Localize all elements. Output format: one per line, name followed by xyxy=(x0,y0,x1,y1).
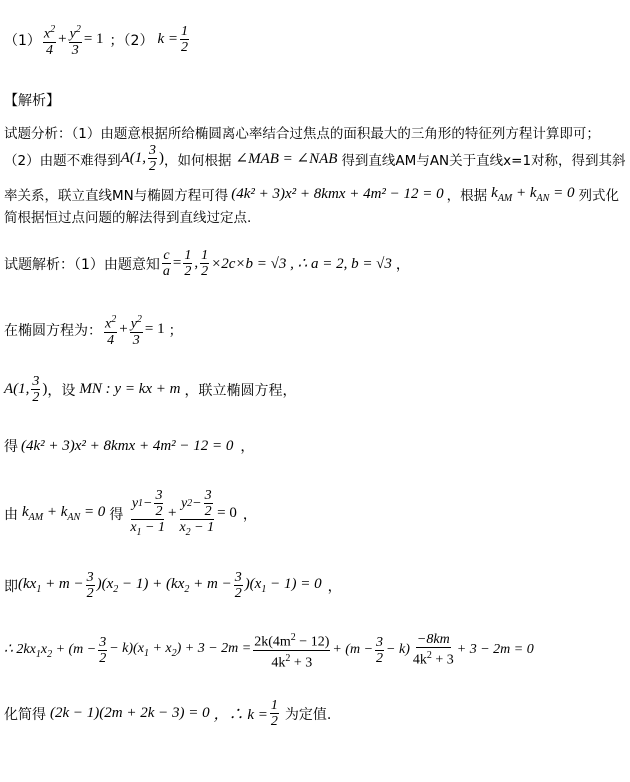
solution-step6-end: ， xyxy=(327,578,342,595)
fraction-denominator: 2 xyxy=(149,159,157,174)
solution-step5: 由 $k_{AM} + k_{AN} = 0$ 得 y 1 − $\frac{3}{2}$ $x_1 - 1$ + y 2 − $\frac{3}{2}$ $x_2 - 1$ = 0 ， xyxy=(4,488,257,538)
angle-equation: ∠MAB = ∠NAB xyxy=(235,151,338,167)
fraction-numerator: 1 xyxy=(201,248,209,263)
analysis-line3 xyxy=(4,184,619,204)
solution-step8 xyxy=(4,698,331,729)
solution-step1-end: ， xyxy=(395,256,410,273)
answer-eq2-fraction xyxy=(180,24,189,55)
answer-separator: ；（2） xyxy=(109,32,154,49)
y-squared-over-3: $\frac{y^2}{3}$ xyxy=(69,24,81,58)
solution-step1-label: 试题解析：（1）由题意知 xyxy=(4,256,160,273)
solution-step4 xyxy=(4,436,254,456)
solution-step6-label: 即 xyxy=(4,578,18,595)
solution-step2-end: ； xyxy=(168,322,183,339)
fraction-denominator: 2 xyxy=(181,40,188,56)
slope-sum-equation: $k_{AM} + k_{AN} = 0$ xyxy=(22,504,106,524)
analysis-line3-text-b: ，根据 xyxy=(446,188,488,204)
solution-step4-label: 得 xyxy=(4,439,18,455)
fraction-numerator: 3 xyxy=(149,143,157,158)
analysis-line2-text-b: ，如何根据 xyxy=(164,152,232,169)
analysis-line1: 试题分析：（1）由题意根据所给椭圆离心率结合过焦点的面积最大的三角形的特征列方程计算即可； xyxy=(4,126,600,142)
solution-step3-text-b: ，联立椭圆方程， xyxy=(184,382,297,399)
line-mn-equation: MN : y = kx + m xyxy=(79,381,181,397)
solution-step2-label: 在椭圆方程为： xyxy=(4,322,102,339)
solution-step5-end: ， xyxy=(242,506,257,523)
analysis-heading: 【解析】 xyxy=(4,93,60,109)
solution-step1: 试题解析：（1）由题意知 $\frac{c}{a}$ = $\frac{1}{2}$ , $\frac{1}{2}$ ×2c×b = √3 , ∴ a = 2, b = √3 ， xyxy=(4,248,410,279)
analysis-line3-equation: (4k² + 3)x² + 8kmx + 4m² − 12 = 0 xyxy=(231,185,444,202)
fraction-denominator: 2 xyxy=(184,264,192,279)
fraction-numerator: 1 xyxy=(181,24,188,40)
fraction-numerator: 1 xyxy=(270,698,278,713)
equals-sign: = xyxy=(172,255,182,271)
y-squared-over-3: $\frac{y^2}{3}$ xyxy=(130,314,142,348)
solution-step3-text-a: ，设 xyxy=(47,382,76,399)
one-half-a xyxy=(183,248,192,279)
x-squared-over-4: $\frac{x^2}{4}$ xyxy=(43,24,56,58)
solution-step7: ∴ $2kx_1x_2 + (m$ − $\frac{3}{2}$ − $k)(x_1 + x_2) + 3 - 2m$ = $\frac{2k(4m^2 - 12)}{4k^2 + 3}$ + (m − $\frac{3}{2}$ − k) $\frac{-8km}{4k^2 + 3}$ + 3 − 2m = 0 xyxy=(4,632,534,671)
analysis-line3-text-a: 率关系，联立直线MN与椭圆方程可得 xyxy=(4,188,229,204)
fraction-denominator: 2 xyxy=(201,264,209,279)
solution-step2: 在椭圆方程为： $\frac{x^2}{4}$ + $\frac{y^2}{3}$ = 1 ； xyxy=(4,314,183,348)
solution-step8-label: 化简得 xyxy=(4,706,46,723)
solution-step8-end: 为定值. xyxy=(284,706,332,723)
solution-step8-equation: (2k − 1)(2m + 2k − 3) = 0 xyxy=(50,705,210,721)
solution-step6: 即 ($kx_1 + m$ − $\frac{3}{2}$ )$(x_2 - 1) + (kx_2 + m$ − $\frac{3}{2}$ )$(x_1 - 1) = 0$ ， xyxy=(4,570,342,601)
answer-eq1-tail: = 1 xyxy=(83,31,104,48)
solution-step4-equation: (4k² + 3)x² + 8kmx + 4m² − 12 = 0 xyxy=(21,437,234,454)
solution-step5-get: 得 xyxy=(109,506,124,523)
answer-part1-label: （1） xyxy=(4,32,41,49)
slope-an-fraction: y 2 − $\frac{3}{2}$ $x_2 - 1$ xyxy=(179,488,215,538)
solution-step3: A(1, $\frac{3}{2}$ ) ，设 MN : y = kx + m ，联立椭圆方程， xyxy=(4,374,297,405)
analysis-line2-text-a: （2）由题不难得到 xyxy=(4,152,121,169)
solution-step8-mid: ，∴ k = xyxy=(213,707,268,723)
fraction-denominator: 2 xyxy=(32,390,40,405)
x-squared-over-4: $\frac{x^2}{4}$ xyxy=(105,314,117,348)
point-a-fraction xyxy=(31,374,40,405)
slope-am-fraction: y 1 − $\frac{3}{2}$ $x_1 - 1$ xyxy=(130,488,165,538)
analysis-line3-text-c: 列式化 xyxy=(578,188,619,204)
solution-step5-label: 由 xyxy=(4,506,18,523)
fraction-denominator: a xyxy=(162,264,170,279)
answer-line: （1） $\frac{x^2}{4}$ + $\frac{y^2}{3}$ = 1 ；（2） k = $\frac{1}{2}$ xyxy=(4,24,188,58)
solution-step1-math: ×2c×b = √3 , ∴ a = 2, b = √3 xyxy=(211,256,392,272)
point-a-fraction xyxy=(148,143,157,174)
slope-sum-equation: $k_{AM} + k_{AN} = 0$ xyxy=(491,184,575,204)
analysis-line2: （2）由题不难得到 A(1, $\frac{3}{2}$ ) ，如何根据 ∠MAB = ∠NAB 得到直线AM与AN关于直线x=1对称，得到其斜 xyxy=(4,143,626,174)
solution-step4-end: ， xyxy=(240,439,255,455)
k-value-fraction xyxy=(270,698,279,729)
answer-eq2: k = xyxy=(157,31,178,48)
analysis-line2-text-c: 得到直线AM与AN关于直线x=1对称，得到其斜 xyxy=(341,152,626,169)
fraction-denominator: 2 xyxy=(270,714,278,729)
fraction-numerator: 3 xyxy=(32,374,40,389)
point-a-label: A(1, xyxy=(4,381,30,397)
analysis-line4: 简根据恒过点问题的解法得到直线过定点. xyxy=(4,210,252,226)
point-a-label: A(1, xyxy=(120,150,147,166)
fraction-numerator: 1 xyxy=(184,248,192,263)
fraction-numerator: c xyxy=(163,248,170,263)
one-half-b xyxy=(200,248,209,279)
c-over-a xyxy=(162,248,171,279)
